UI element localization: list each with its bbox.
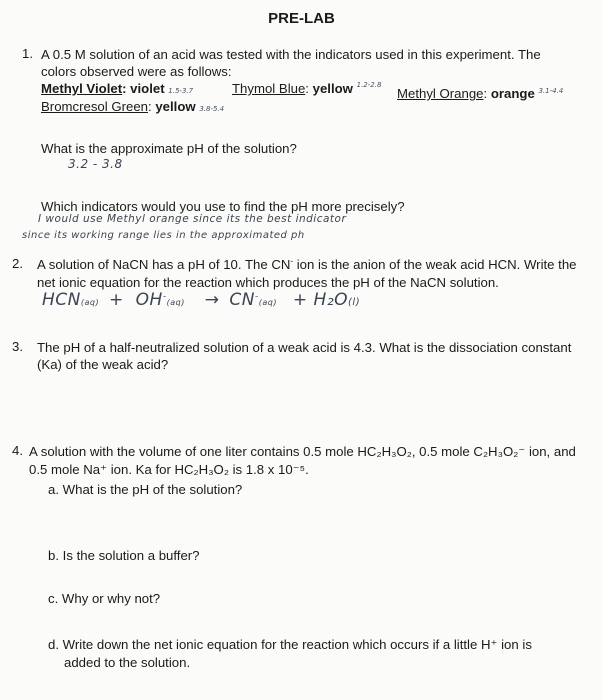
question-4d-line-2: added to the solution. — [64, 655, 191, 670]
question-2-line-1-text: A solution of NaCN has a pH of 10. The CN — [37, 257, 291, 272]
question-1-ph-prompt: What is the approximate pH of the solution? — [41, 141, 297, 156]
equation-cn: CN — [229, 290, 255, 310]
bromcresol-green-color: yellow — [155, 99, 196, 114]
question-1-indicator-answer-2: since its working range lies in the approximated ph — [22, 230, 305, 241]
question-1-ph-answer: 3.2 - 3.8 — [68, 157, 123, 171]
thymol-blue-range-note: 1.2-2.8 — [356, 81, 382, 89]
methyl-orange-label: Methyl Orange — [397, 86, 484, 101]
question-2-number: 2. — [12, 256, 23, 271]
equation-aq-3: (aq) — [258, 298, 277, 307]
equation-h2o: H₂O — [313, 290, 349, 310]
equation-aq-1: (aq) — [80, 298, 100, 307]
question-4b: b. Is the solution a buffer? — [48, 548, 200, 563]
question-2-line-1-text-b: ion is the anion of the weak acid HCN. Write the — [293, 257, 577, 272]
methyl-orange-color: orange — [490, 86, 535, 101]
question-3-number: 3. — [12, 339, 23, 354]
equation-plus-1: + — [109, 290, 124, 310]
methyl-violet-result: Methyl Violet: violet 1.5-3.7 — [41, 81, 194, 96]
question-3-line-1: The pH of a half-neutralized solution of a weak acid is 4.3. What is the dissociation constant — [37, 340, 572, 355]
question-4d-line-1: d. Write down the net ionic equation for the reaction which occurs if a little H⁺ ion is — [48, 637, 532, 652]
question-1-indicator-answer-1: I would use Methyl orange since its the best indicator — [38, 213, 347, 225]
equation-plus-2: + — [292, 290, 308, 310]
question-1-line-2: colors observed were as follows: — [41, 64, 232, 79]
question-3-line-2: (Ka) of the weak acid? — [37, 357, 169, 372]
methyl-orange-range-note: 3.1-4.4 — [538, 87, 564, 95]
thymol-blue-label: Thymol Blue — [232, 81, 306, 96]
page-title: PRE-LAB — [268, 10, 335, 27]
question-4a: a. What is the pH of the solution? — [48, 482, 243, 497]
thymol-blue-result: Thymol Blue: yellow $^{1.2-2.8}$ — [232, 81, 382, 96]
question-1-indicator-prompt: Which indicators would you use to find the pH more precisely? — [41, 199, 405, 214]
bromcresol-green-range-note: 3.8-5.4 — [199, 105, 225, 113]
question-2-line-1: A solution of NaCN has a pH of 10. The CN- ion is the anion of the weak acid HCN. Write the — [37, 256, 577, 272]
question-4-number: 4. — [12, 443, 23, 458]
question-4-line-1: A solution with the volume of one liter contains 0.5 mole HC₂H₃O₂, 0.5 mole C₂H₃O₂⁻ ion, and — [29, 444, 576, 459]
equation-hcn: HCN — [42, 290, 81, 310]
question-2-equation: HCN(aq) + OH-(aq) → CN-(aq) + H₂O(l) — [42, 290, 361, 310]
equation-arrow: → — [204, 290, 220, 310]
equation-liquid: (l) — [348, 297, 361, 308]
question-4-line-2: 0.5 mole Na⁺ ion. Ka for HC₂H₃O₂ is 1.8 x 10⁻⁵. — [29, 462, 309, 477]
question-2-line-2: net ionic equation for the reaction which produces the pH of the NaCN solution. — [37, 275, 499, 290]
thymol-blue-color: yellow — [312, 81, 353, 96]
methyl-violet-color: violet — [130, 81, 165, 96]
bromcresol-green-label: Bromcresol Green — [41, 99, 149, 114]
bromcresol-green-result: Bromcresol Green: yellow 3.8-5.4 — [41, 99, 225, 114]
methyl-orange-result: Methyl Orange: orange $^{3.1-4.4}$ — [397, 86, 564, 101]
equation-oh: OH — [135, 290, 163, 310]
question-4c: c. Why or why not? — [48, 591, 161, 606]
question-1-number: 1. — [22, 46, 33, 61]
question-1-line-1: A 0.5 M solution of an acid was tested with the indicators used in this experiment. The — [41, 47, 541, 62]
equation-aq-2: (aq) — [166, 298, 185, 307]
methyl-violet-range-note: 1.5-3.7 — [168, 87, 194, 95]
methyl-violet-label: Methyl Violet — [41, 81, 123, 96]
